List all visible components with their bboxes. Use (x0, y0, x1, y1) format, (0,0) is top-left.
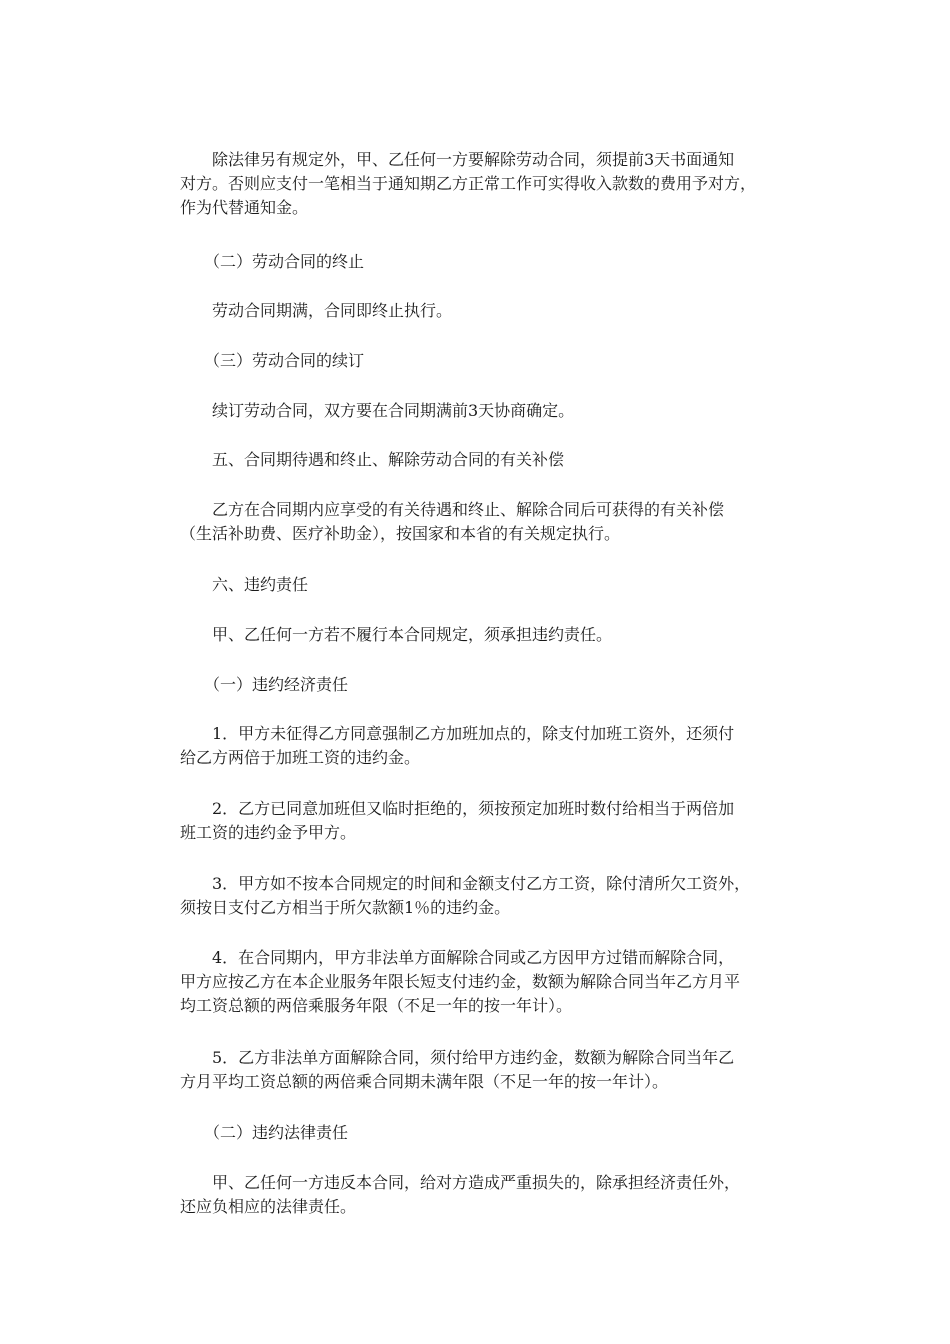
text-line: 甲、乙任何一方违反本合同，给对方造成严重损失的，除承担经济责任外， (180, 1173, 741, 1192)
text-line: 方月平均工资总额的两倍乘合同期未满年限（不足一年的按一年计）。 (180, 1072, 669, 1091)
text-line: 劳动合同期满，合同即终止执行。 (180, 301, 453, 320)
paragraph-early-termination-notice (180, 148, 780, 220)
text-line: 5．乙方非法单方面解除合同，须付给甲方违约金，数额为解除合同当年乙 (180, 1048, 735, 1067)
text-line: 均工资总额的两倍乘服务年限（不足一年的按一年计）。 (180, 996, 573, 1015)
text-line: 乙方在合同期内应享受的有关待遇和终止、解除合同后可获得的有关补偿 (180, 500, 725, 519)
text-line: 六、违约责任 (180, 575, 309, 594)
text-line: 给乙方两倍于加班工资的违约金。 (180, 748, 421, 767)
text-line: （三）劳动合同的续订 (180, 351, 365, 370)
text-line: 须按日支付乙方相当于所欠款额1％的违约金。 (180, 898, 511, 917)
clause-3 (180, 872, 780, 920)
text-line: （生活补助费、医疗补助金），按国家和本省的有关规定执行。 (180, 524, 621, 543)
text-line: 对方。否则应支付一笔相当于通知期乙方正常工作可实得收入款数的费用予对方， (180, 174, 757, 193)
paragraph-compensation (180, 498, 780, 546)
text-line: 五、合同期待遇和终止、解除劳动合同的有关补偿 (180, 450, 565, 469)
paragraph-renewal-terms (180, 399, 780, 423)
text-line: （二）违约法律责任 (180, 1123, 349, 1142)
clause-2 (180, 797, 780, 845)
text-line: 4．在合同期内，甲方非法单方面解除合同或乙方因甲方过错而解除合同， (180, 948, 735, 967)
text-line: 除法律另有规定外，甲、乙任何一方要解除劳动合同，须提前3天书面通知 (180, 150, 735, 169)
clause-4 (180, 946, 780, 1018)
paragraph-contract-expiry (180, 299, 780, 323)
text-line: 2．乙方已同意加班但又临时拒绝的，须按预定加班时数付给相当于两倍加 (180, 799, 735, 818)
clause-5 (180, 1046, 780, 1094)
text-line: 3．甲方如不按本合同规定的时间和金额支付乙方工资，除付清所欠工资外， (180, 874, 751, 893)
heading-contract-termination (180, 250, 780, 274)
text-line: 1．甲方未征得乙方同意强制乙方加班加点的，除支付加班工资外，还须付 (180, 724, 735, 743)
text-line: （一）违约经济责任 (180, 675, 349, 694)
text-line: 甲、乙任何一方若不履行本合同规定，须承担违约责任。 (180, 625, 613, 644)
text-line: 班工资的违约金予甲方。 (180, 823, 357, 842)
heading-legal-liability (180, 1121, 780, 1145)
text-line: 还应负相应的法律责任。 (180, 1197, 357, 1216)
heading-section-six (180, 573, 780, 597)
text-line: 续订劳动合同，双方要在合同期满前3天协商确定。 (180, 401, 575, 420)
heading-economic-liability (180, 673, 780, 697)
heading-section-five (180, 448, 780, 472)
text-line: 甲方应按乙方在本企业服务年限长短支付违约金，数额为解除合同当年乙方月平 (180, 972, 741, 991)
paragraph-legal-liability (180, 1171, 780, 1219)
text-line: （二）劳动合同的终止 (180, 252, 365, 271)
paragraph-liability-intro (180, 623, 780, 647)
clause-1 (180, 722, 780, 770)
text-line: 作为代替通知金。 (180, 198, 309, 217)
heading-contract-renewal (180, 349, 780, 373)
